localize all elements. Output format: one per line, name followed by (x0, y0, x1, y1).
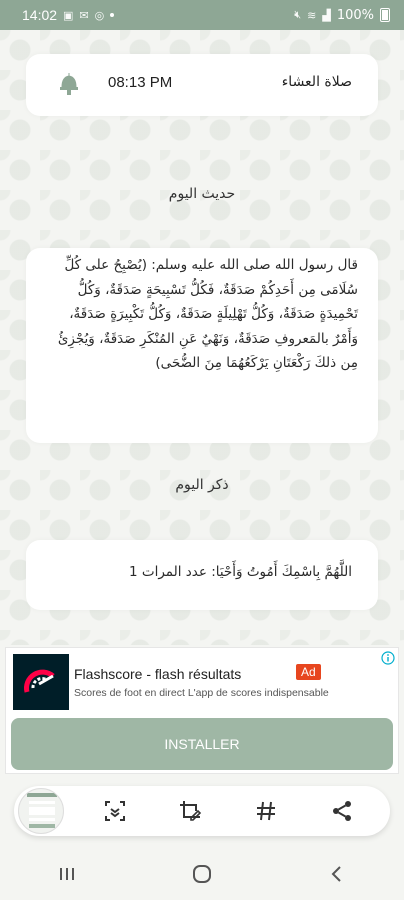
signal-icon: ▟ (322, 8, 331, 22)
whatsapp-notification-icon: ◎ (94, 8, 105, 22)
more-notifications-icon (110, 13, 114, 17)
scroll-capture-button[interactable] (101, 797, 129, 825)
scroll-capture-icon (103, 799, 127, 823)
share-button[interactable] (328, 797, 356, 825)
back-button[interactable] (317, 854, 357, 894)
ad-badge: Ad (296, 664, 321, 680)
edit-screenshot-button[interactable] (176, 797, 204, 825)
hadith-text: قال رسول الله صلى الله عليه وسلم: (يُصْبِحُ على كُلِّ سُلَامَى مِن أَحَدِكُمْ صَدَقَةٌ، فَكُلُّ تَسْبِيحَةٍ صَدَقَةٌ، وَكُلُّ تَحْمِيدَةٍ صَدَقَةٌ، وَكُلُّ تَهْلِيلَةٍ صَدَقَةٌ، وَكُلُّ تَكْبِيرَةٍ صَدَقَةٌ، وَأَمْرٌ بالمَعروفِ صَدَقَةٌ، وَنَهْيٌ عَنِ المُنْكَرِ صَدَقَةٌ، وَيُجْزِئُ مِن ذلكَ رَكْعَتَانِ يَرْكَعُهُمَا مِنَ الضُّحَى) (57, 257, 358, 371)
mute-icon: 🔇︎ (294, 8, 302, 21)
prayer-name: صلاة العشاء (281, 74, 352, 90)
home-button[interactable] (182, 854, 222, 894)
ad-subtitle: Scores de foot en direct L'app de scores indispensable (74, 687, 329, 699)
dhikr-text: اللَّهُمَّ بِاسْمِكَ أَمُوتُ وَأَحْيَا: عدد المرات 1 (129, 564, 352, 580)
home-icon (192, 864, 212, 884)
system-nav-bar (0, 848, 404, 900)
tag-button[interactable] (252, 797, 280, 825)
hadith-title: حديث اليوم (168, 186, 236, 202)
ad-info-icon[interactable] (381, 651, 395, 665)
battery-icon (380, 8, 390, 22)
gallery-notification-icon: ▣ (63, 8, 74, 22)
prayer-time: 08:13 PM (108, 74, 173, 91)
wifi-icon: ≋ (307, 8, 317, 22)
recent-apps-icon (58, 866, 76, 882)
screenshot-thumbnail[interactable] (18, 788, 64, 834)
ad-install-button[interactable]: INSTALLER (11, 718, 393, 770)
status-bar (0, 0, 404, 30)
hadith-card (26, 248, 378, 443)
dhikr-card[interactable] (26, 540, 378, 610)
main-content (0, 30, 404, 645)
battery-percent: 100% (336, 7, 374, 23)
message-notification-icon: ✉ (79, 8, 89, 22)
crop-edit-icon (178, 799, 202, 823)
share-icon (330, 799, 354, 823)
screenshot-toolbar (14, 786, 390, 836)
status-time: 14:02 (22, 7, 58, 23)
recent-apps-button[interactable] (47, 854, 87, 894)
back-icon (330, 865, 344, 883)
ad-title: Flashscore - flash résultats (74, 666, 242, 682)
next-prayer-card[interactable] (26, 54, 378, 116)
ad-banner[interactable] (5, 647, 399, 774)
hashtag-icon (254, 799, 278, 823)
mosque-icon (59, 72, 79, 96)
dhikr-title: ذكر اليوم (175, 477, 229, 493)
flashscore-logo-icon (13, 654, 69, 710)
